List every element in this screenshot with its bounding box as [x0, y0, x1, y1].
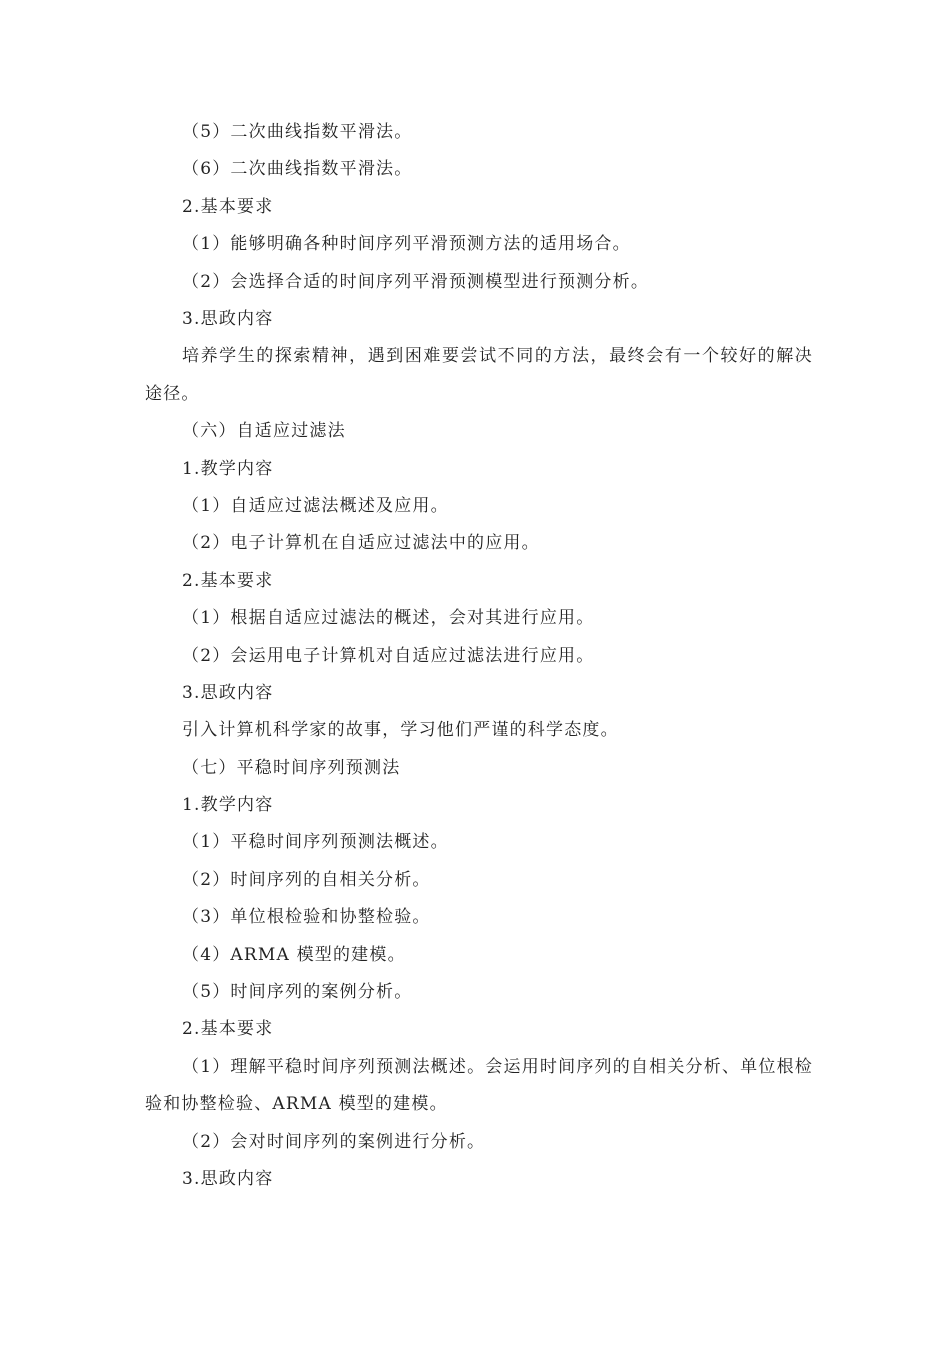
section-heading: 1.教学内容 — [182, 458, 274, 479]
list-item: （5）二次曲线指数平滑法。 — [182, 122, 413, 142]
list-item: （6）二次曲线指数平滑法。 — [182, 159, 413, 180]
paragraph: 引入计算机科学家的故事，学习他们严谨的科学态度。 — [182, 720, 619, 741]
section-heading: 3.思政内容 — [182, 682, 274, 703]
list-item: （1）根据自适应过滤法的概述，会对其进行应用。 — [182, 608, 595, 629]
chapter-heading: （六）自适应过滤法 — [182, 421, 346, 442]
chapter-heading: （七）平稳时间序列预测法 — [182, 757, 401, 778]
list-item: （2）会选择合适的时间序列平滑预测模型进行预测分析。 — [182, 271, 650, 292]
section-heading: 2.基本要求 — [182, 1019, 274, 1040]
list-item: （2）会对时间序列的案例进行分析。 — [182, 1131, 486, 1152]
list-item: （2）电子计算机在自适应过滤法中的应用。 — [182, 533, 540, 554]
list-item: （4）ARMA 模型的建模。 — [182, 944, 406, 965]
section-heading: 2.基本要求 — [182, 570, 274, 591]
paragraph: （1）理解平稳时间序列预测法概述。会运用时间序列的自相关分析、单位根检验和协整检验、ARMA 模型的建模。 — [145, 1056, 813, 1115]
list-item: （3）单位根检验和协整检验。 — [182, 907, 431, 928]
section-heading: 2.基本要求 — [182, 196, 274, 217]
section-heading: 3.思政内容 — [182, 1169, 274, 1189]
list-item: （2）时间序列的自相关分析。 — [182, 869, 431, 890]
paragraph: 培养学生的探索精神，遇到困难要尝试不同的方法，最终会有一个较好的解决途径。 — [145, 346, 813, 404]
list-item: （1）自适应过滤法概述及应用。 — [182, 495, 449, 516]
section-heading: 3.思政内容 — [182, 308, 274, 329]
list-item: （2）会运用电子计算机对自适应过滤法进行应用。 — [182, 645, 595, 666]
list-item: （5）时间序列的案例分析。 — [182, 982, 413, 1003]
list-item: （1）能够明确各种时间序列平滑预测方法的适用场合。 — [182, 234, 631, 255]
document-body — [145, 114, 813, 1198]
section-heading: 1.教学内容 — [182, 795, 274, 816]
list-item: （1）平稳时间序列预测法概述。 — [182, 832, 449, 853]
